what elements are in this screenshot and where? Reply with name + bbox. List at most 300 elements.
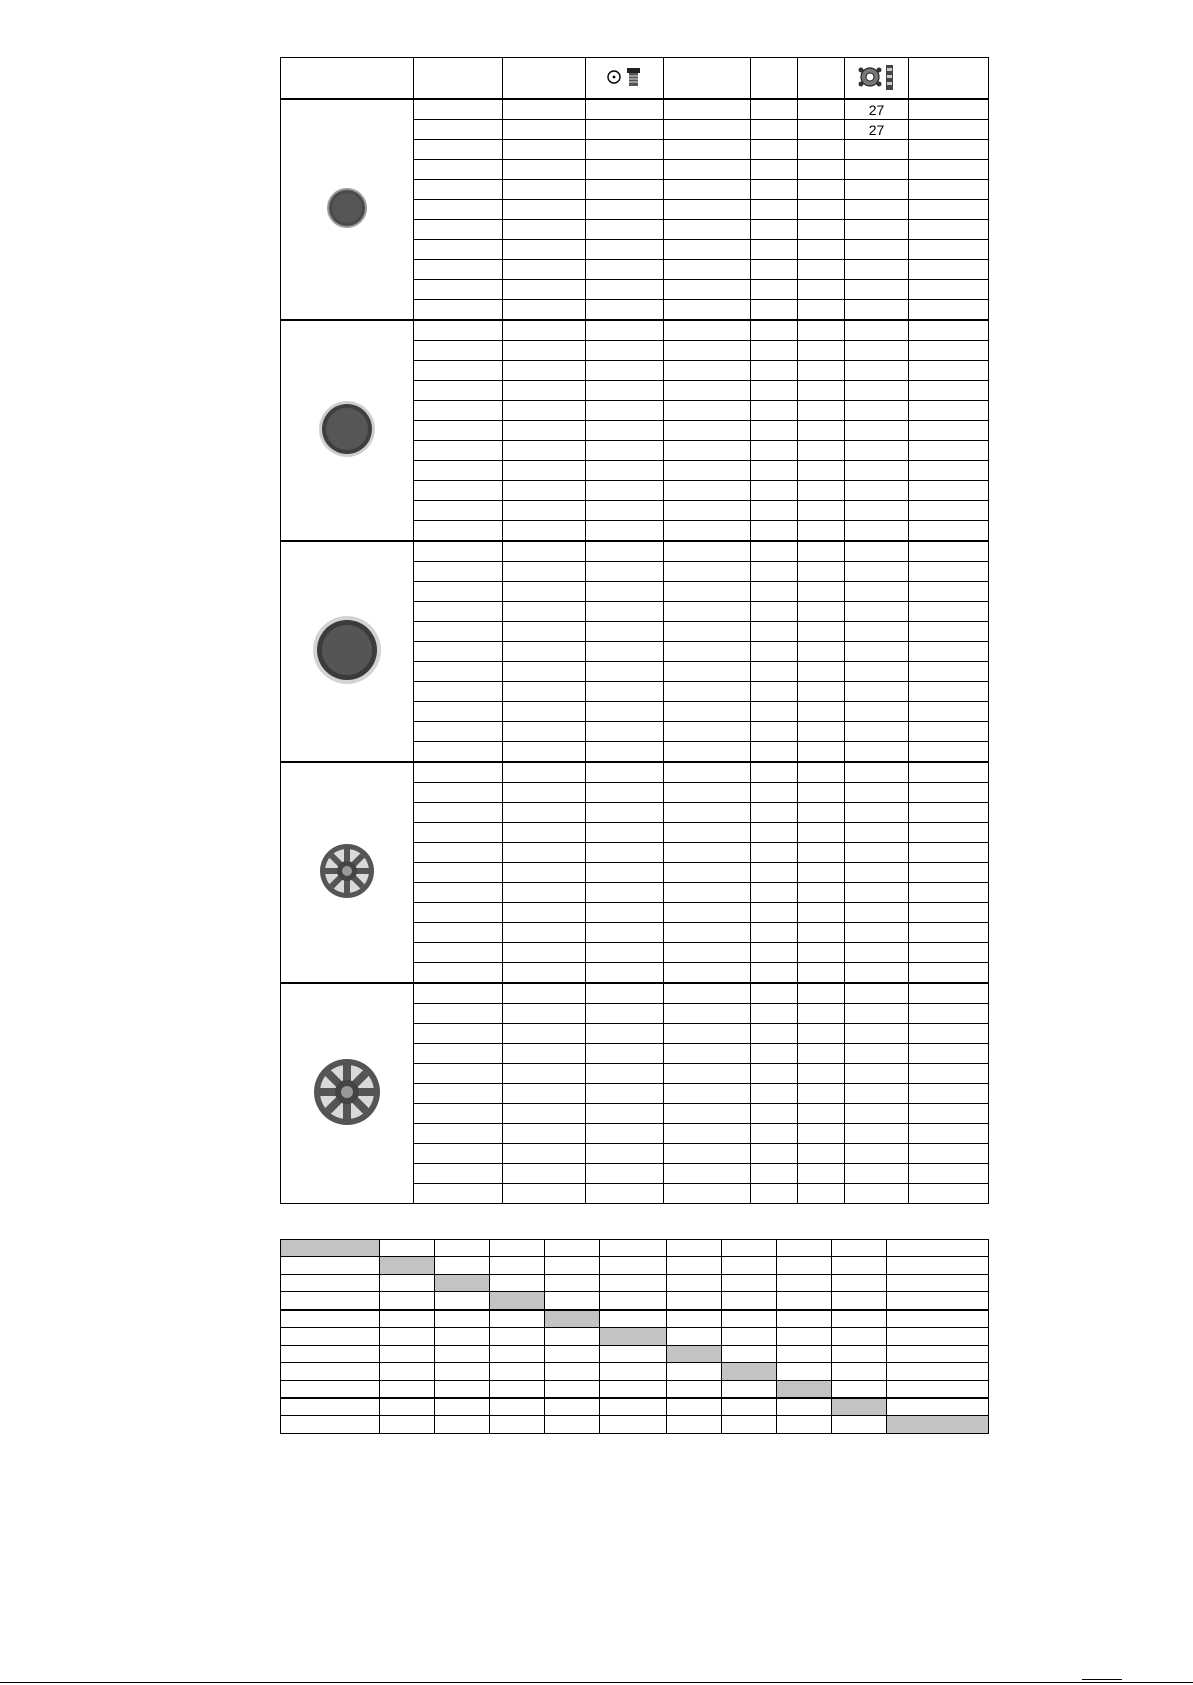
table-cell — [586, 300, 664, 321]
table-cell — [845, 421, 909, 441]
table-cell — [798, 863, 845, 883]
table-cell — [751, 803, 798, 823]
matrix-cell — [887, 1398, 989, 1416]
table-cell — [503, 823, 586, 843]
table-cell — [751, 481, 798, 501]
table-cell — [503, 481, 586, 501]
table-cell — [909, 361, 989, 381]
table-cell — [586, 1064, 664, 1084]
matrix-cell — [545, 1328, 600, 1345]
table-cell — [664, 140, 751, 160]
table-cell — [798, 1024, 845, 1044]
table-cell — [798, 240, 845, 260]
table-cell — [664, 441, 751, 461]
table-cell — [586, 823, 664, 843]
matrix-cell — [435, 1398, 490, 1416]
table-cell — [414, 341, 503, 361]
table-cell — [751, 642, 798, 662]
table-cell — [845, 783, 909, 803]
matrix-cell — [832, 1363, 887, 1380]
table-cell — [798, 562, 845, 582]
table-cell — [845, 662, 909, 682]
table-cell — [414, 421, 503, 441]
knob-group-cell — [281, 541, 414, 762]
matrix-cell — [380, 1274, 435, 1291]
table-cell — [664, 963, 751, 984]
table-cell — [909, 120, 989, 140]
table-cell — [586, 481, 664, 501]
table-cell — [414, 99, 503, 120]
matrix-cell — [777, 1398, 832, 1416]
matrix-diagonal-cell — [380, 1257, 435, 1274]
table-cell — [586, 541, 664, 562]
matrix-cell — [722, 1310, 777, 1328]
header-row — [281, 58, 989, 100]
matrix-row — [281, 1416, 989, 1434]
matrix-cell — [490, 1398, 545, 1416]
table-cell — [586, 863, 664, 883]
table-cell — [664, 1004, 751, 1024]
table-cell — [845, 803, 909, 823]
matrix-row — [281, 1274, 989, 1291]
table-cell — [503, 461, 586, 481]
matrix-cell — [832, 1380, 887, 1398]
table-cell — [586, 1104, 664, 1124]
table-cell — [664, 722, 751, 742]
matrix-cell — [722, 1257, 777, 1274]
table-cell — [798, 983, 845, 1004]
table-cell — [845, 562, 909, 582]
table-cell — [798, 320, 845, 341]
table-cell — [414, 843, 503, 863]
table-cell — [751, 240, 798, 260]
matrix-cell — [545, 1363, 600, 1380]
table-cell — [586, 742, 664, 763]
table-cell — [751, 943, 798, 963]
table-cell — [414, 1144, 503, 1164]
table-cell — [414, 682, 503, 702]
table-cell — [503, 1064, 586, 1084]
matrix-cell — [887, 1292, 989, 1310]
table-cell — [414, 1004, 503, 1024]
table-cell — [909, 642, 989, 662]
matrix-cell — [545, 1240, 600, 1257]
matrix-cell — [435, 1292, 490, 1310]
table-cell — [798, 1144, 845, 1164]
table-cell — [751, 1184, 798, 1204]
matrix-cell — [722, 1292, 777, 1310]
table-cell — [664, 341, 751, 361]
table-cell — [909, 803, 989, 823]
matrix-cell — [490, 1310, 545, 1328]
table-cell — [664, 582, 751, 602]
table-cell — [586, 99, 664, 120]
matrix-cell — [722, 1328, 777, 1345]
matrix-cell — [281, 1345, 380, 1362]
matrix-row — [281, 1310, 989, 1328]
matrix-cell — [887, 1363, 989, 1380]
table-cell — [798, 1104, 845, 1124]
table-cell — [751, 300, 798, 321]
table-cell — [798, 341, 845, 361]
table-cell — [586, 320, 664, 341]
matrix-cell — [435, 1416, 490, 1434]
table-cell — [798, 943, 845, 963]
table-cell — [586, 983, 664, 1004]
table-cell — [845, 602, 909, 622]
table-row — [281, 762, 989, 783]
table-cell — [909, 280, 989, 300]
table-cell — [845, 582, 909, 602]
table-cell — [414, 783, 503, 803]
header-cell — [503, 58, 586, 100]
matrix-cell — [435, 1328, 490, 1345]
table-cell — [909, 582, 989, 602]
matrix-cell — [667, 1363, 722, 1380]
table-cell — [751, 1144, 798, 1164]
table-cell — [845, 320, 909, 341]
table-cell — [586, 963, 664, 984]
table-cell — [909, 481, 989, 501]
matrix-cell — [887, 1274, 989, 1291]
table-cell — [414, 180, 503, 200]
table-cell — [751, 983, 798, 1004]
valve-mechanism-icon — [855, 79, 899, 95]
table-cell — [664, 220, 751, 240]
header-cell — [751, 58, 798, 100]
table-cell — [664, 762, 751, 783]
table-cell — [414, 803, 503, 823]
table-cell — [845, 1164, 909, 1184]
table-cell — [751, 682, 798, 702]
table-row — [281, 99, 989, 120]
table-cell — [909, 381, 989, 401]
matrix-cell — [667, 1310, 722, 1328]
matrix-row — [281, 1345, 989, 1362]
table-cell — [586, 943, 664, 963]
table-cell — [414, 120, 503, 140]
matrix-cell — [722, 1345, 777, 1362]
table-cell — [845, 622, 909, 642]
matrix-cell — [887, 1345, 989, 1362]
matrix-diagonal-cell — [600, 1328, 667, 1345]
matrix-cell — [832, 1240, 887, 1257]
table-cell — [845, 983, 909, 1004]
table-cell — [503, 1184, 586, 1204]
table-cell — [845, 401, 909, 421]
table-cell — [909, 1024, 989, 1044]
table-cell — [751, 1024, 798, 1044]
table-cell — [751, 140, 798, 160]
table-cell — [664, 803, 751, 823]
table-cell — [909, 1164, 989, 1184]
table-cell — [798, 180, 845, 200]
table-cell — [414, 762, 503, 783]
table-cell — [503, 983, 586, 1004]
table-cell — [414, 1024, 503, 1044]
table-cell — [909, 742, 989, 763]
table-cell — [414, 381, 503, 401]
table-cell — [503, 622, 586, 642]
table-cell — [414, 461, 503, 481]
table-cell — [503, 582, 586, 602]
matrix-cell — [545, 1398, 600, 1416]
table-cell — [845, 883, 909, 903]
table-cell — [414, 501, 503, 521]
matrix-cell — [600, 1310, 667, 1328]
matrix-cell — [667, 1257, 722, 1274]
matrix-cell — [435, 1380, 490, 1398]
matrix-diagonal-cell — [545, 1310, 600, 1328]
table-cell — [503, 923, 586, 943]
matrix-row — [281, 1363, 989, 1380]
table-cell — [909, 200, 989, 220]
table-cell — [798, 99, 845, 120]
table-cell — [798, 843, 845, 863]
table-cell — [909, 1044, 989, 1064]
table-cell — [503, 1164, 586, 1184]
matrix-cell — [887, 1310, 989, 1328]
table-cell — [586, 1024, 664, 1044]
table-cell — [909, 682, 989, 702]
table-cell — [751, 280, 798, 300]
table-cell — [503, 300, 586, 321]
table-cell — [664, 1164, 751, 1184]
table-cell — [751, 622, 798, 642]
table-cell — [586, 1084, 664, 1104]
matrix-cell — [777, 1274, 832, 1291]
table-cell — [664, 260, 751, 280]
table-cell — [503, 642, 586, 662]
matrix-diagonal-cell — [281, 1240, 380, 1257]
table-cell — [798, 421, 845, 441]
table-cell — [845, 1124, 909, 1144]
table-cell — [909, 823, 989, 843]
matrix-cell — [281, 1328, 380, 1345]
table-cell — [798, 481, 845, 501]
table-cell — [909, 160, 989, 180]
table-cell — [798, 501, 845, 521]
table-cell — [586, 401, 664, 421]
matrix-cell — [832, 1274, 887, 1291]
table-cell — [664, 1064, 751, 1084]
matrix-cell — [435, 1310, 490, 1328]
table-cell — [751, 421, 798, 441]
table-cell — [751, 582, 798, 602]
table-cell — [751, 883, 798, 903]
table-cell — [414, 823, 503, 843]
table-cell — [414, 1064, 503, 1084]
table-cell — [909, 722, 989, 742]
table-cell — [909, 702, 989, 722]
table-cell — [909, 983, 989, 1004]
matrix-cell — [667, 1328, 722, 1345]
table-cell — [586, 843, 664, 863]
matrix-cell — [490, 1345, 545, 1362]
table-cell — [845, 361, 909, 381]
table-cell — [503, 883, 586, 903]
table-cell — [751, 361, 798, 381]
table-cell — [798, 1004, 845, 1024]
matrix-cell — [600, 1363, 667, 1380]
table-cell — [664, 783, 751, 803]
table-cell — [586, 1124, 664, 1144]
matrix-diagonal-cell — [777, 1380, 832, 1398]
table-cell — [798, 200, 845, 220]
table-cell — [414, 943, 503, 963]
table-cell — [845, 300, 909, 321]
table-cell — [751, 320, 798, 341]
table-cell — [909, 762, 989, 783]
table-cell — [503, 99, 586, 120]
matrix-row — [281, 1292, 989, 1310]
matrix-cell — [600, 1292, 667, 1310]
matrix-cell — [600, 1380, 667, 1398]
table-cell — [751, 260, 798, 280]
table-cell — [503, 180, 586, 200]
table-cell — [414, 481, 503, 501]
table-cell — [664, 823, 751, 843]
matrix-cell — [832, 1345, 887, 1362]
table-cell — [503, 682, 586, 702]
table-cell — [845, 1004, 909, 1024]
table-cell — [586, 220, 664, 240]
table-cell — [909, 863, 989, 883]
table-cell — [798, 783, 845, 803]
table-cell — [845, 1184, 909, 1204]
table-cell — [845, 1084, 909, 1104]
table-cell — [414, 521, 503, 542]
matrix-cell — [435, 1240, 490, 1257]
table-cell — [586, 662, 664, 682]
table-cell — [503, 762, 586, 783]
table-cell — [845, 863, 909, 883]
table-cell — [798, 260, 845, 280]
table-cell — [751, 843, 798, 863]
table-cell — [751, 521, 798, 542]
table-cell — [503, 401, 586, 421]
table-cell — [664, 1104, 751, 1124]
matrix-cell — [667, 1240, 722, 1257]
matrix-cell — [887, 1328, 989, 1345]
table-cell — [798, 803, 845, 823]
table-cell — [586, 180, 664, 200]
table-cell — [664, 702, 751, 722]
matrix-cell — [722, 1398, 777, 1416]
header-cell — [414, 58, 503, 100]
matrix-cell — [490, 1328, 545, 1345]
header-cell — [281, 58, 414, 100]
table-cell — [414, 863, 503, 883]
table-cell — [798, 762, 845, 783]
table-cell — [414, 662, 503, 682]
table-cell — [586, 762, 664, 783]
table-row — [281, 983, 989, 1004]
table-cell — [664, 120, 751, 140]
matrix-cell — [887, 1240, 989, 1257]
table-cell — [798, 682, 845, 702]
table-cell — [664, 923, 751, 943]
matrix-cell — [380, 1416, 435, 1434]
table-cell — [586, 160, 664, 180]
spoked-knob-small-icon — [318, 842, 376, 903]
table-cell — [751, 903, 798, 923]
table-cell — [845, 160, 909, 180]
table-cell — [586, 140, 664, 160]
matrix-diagonal-cell — [435, 1274, 490, 1291]
matrix-cell — [887, 1380, 989, 1398]
matrix-cell — [667, 1292, 722, 1310]
matrix-cell — [490, 1380, 545, 1398]
table-cell — [751, 1124, 798, 1144]
table-cell — [586, 120, 664, 140]
table-cell — [909, 783, 989, 803]
matrix-diagonal-cell — [832, 1398, 887, 1416]
knob-small-icon — [325, 186, 369, 233]
table-cell — [751, 461, 798, 481]
table-cell — [798, 622, 845, 642]
table-cell — [909, 1184, 989, 1204]
matrix-cell — [380, 1398, 435, 1416]
table-cell — [414, 541, 503, 562]
table-cell — [664, 1124, 751, 1144]
table-cell — [845, 240, 909, 260]
matrix-cell — [777, 1292, 832, 1310]
table-cell — [664, 602, 751, 622]
matrix-cell — [281, 1380, 380, 1398]
table-cell — [751, 341, 798, 361]
table-cell — [586, 521, 664, 542]
table-cell — [503, 943, 586, 963]
matrix-cell — [490, 1240, 545, 1257]
table-cell — [503, 702, 586, 722]
table-cell — [503, 803, 586, 823]
table-cell — [503, 441, 586, 461]
table-cell — [798, 300, 845, 321]
knob-group-cell — [281, 320, 414, 541]
table-cell — [751, 662, 798, 682]
matrix-cell — [832, 1310, 887, 1328]
table-cell — [414, 983, 503, 1004]
table-cell — [586, 200, 664, 220]
table-row — [281, 541, 989, 562]
table-cell — [909, 1084, 989, 1104]
table-cell — [586, 722, 664, 742]
table-cell — [909, 421, 989, 441]
matrix-row — [281, 1328, 989, 1345]
matrix-cell — [281, 1416, 380, 1434]
table-cell — [503, 602, 586, 622]
table-cell — [751, 762, 798, 783]
matrix-cell — [722, 1416, 777, 1434]
table-cell — [586, 783, 664, 803]
table-cell — [845, 823, 909, 843]
table-cell — [909, 1064, 989, 1084]
header-cell — [909, 58, 989, 100]
table-cell — [751, 722, 798, 742]
table-cell — [909, 521, 989, 542]
table-cell — [414, 562, 503, 582]
matrix-diagonal-cell — [490, 1292, 545, 1310]
matrix-cell — [777, 1416, 832, 1434]
table-cell — [414, 160, 503, 180]
table-cell — [798, 1064, 845, 1084]
table-cell — [664, 662, 751, 682]
table-cell — [845, 280, 909, 300]
table-cell — [414, 622, 503, 642]
table-cell — [586, 903, 664, 923]
knob-group-cell — [281, 983, 414, 1204]
